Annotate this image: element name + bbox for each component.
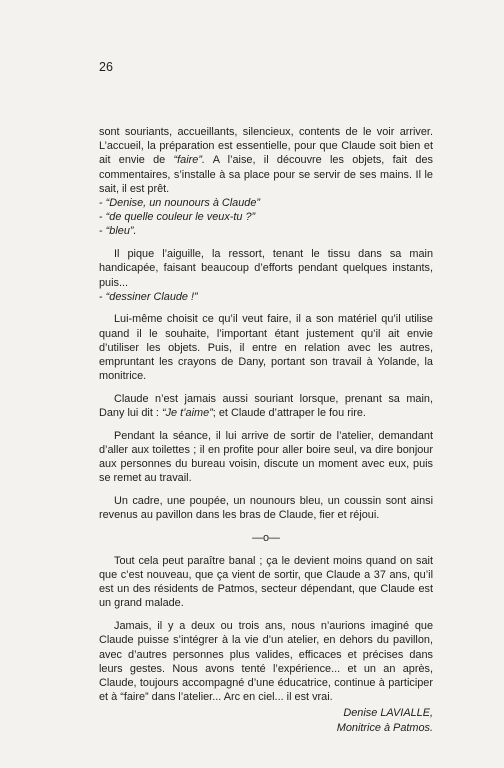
dialogue-line bbox=[99, 196, 433, 210]
paragraph-1-tail: A l’aise, il découvre les objets, fait des commentaires, s’installe à sa place pour se servir de ses mains. Il le sait, il est prêt. bbox=[99, 154, 433, 195]
quote-text: “dessiner Claude !” bbox=[105, 290, 198, 303]
page-number: 26 bbox=[99, 60, 113, 74]
dialogue-line bbox=[99, 224, 433, 238]
dialogue-text: “Denise, un nounours à Claude” bbox=[105, 197, 261, 210]
article-body bbox=[99, 125, 433, 735]
paragraph-6: Un cadre, une poupée, un nounours bleu, un coussin sont ainsi revenus au pavillon dans les bras de Claude, fier et réjoui. bbox=[99, 495, 433, 522]
paragraph-4-tail: ; et Claude d’attraper le fou rire. bbox=[212, 407, 366, 420]
paragraph-4-text: Claude n’est jamais aussi souriant lorsque, prenant sa main, Dany lui dit : bbox=[99, 392, 433, 420]
paragraph-8: Jamais, il y a deux ou trois ans, nous n’aurions imaginé que Claude puisse s’intégrer à la vie d’un atelier, en dehors du pavillon, avec d’autres personnes plus valides, efficaces et précises dans leurs gestes. Nous avons tenté l’expérience... et un an après, Claude, toujours accompagné d’une éducatrice, continue à participer et à “faire” dans l’atelier... Arc en ciel... il est vrai. bbox=[99, 620, 433, 704]
paragraph-7: Tout cela peut paraître banal ; ça le devient moins quand on sait que c’est nouveau, que ça vient de sortir, que Claude a 37 ans, qu’il est un des résidents de Patmos, secteur dépendant, que Claude est un grand malade. bbox=[99, 554, 433, 610]
paragraph-1-text: sont souriants, accueillants, silencieux, contents de le voir arriver. L’accueil, la préparation est essentielle, pour que Claude soit bien et ait envie de bbox=[99, 126, 433, 167]
paragraph-2: Il pique l’aiguille, la ressort, tenant le tissu dans sa main handicapée, faisant beaucoup d’efforts pendant quelques instants, puis... bbox=[99, 248, 433, 289]
quote-line bbox=[99, 290, 433, 304]
signature-name: Denise LAVIALLE, bbox=[343, 707, 433, 720]
quote-dash: - bbox=[99, 290, 106, 303]
dialogue-text: “de quelle couleur le veux-tu ?” bbox=[105, 211, 256, 224]
signature-block bbox=[99, 706, 433, 734]
paragraph-3: Lui-même choisit ce qu’il veut faire, il a son matériel qu’il utilise quand il le souhaite, l’important étant justement qu’il ait envie d’utiliser les objets. Puis, il entre en relation avec les autres, empruntant les crayons de Dany, portant son travail à Yolande, la monitrice. bbox=[99, 313, 433, 383]
paragraph-4-emphasis: “Je t’aime” bbox=[161, 407, 213, 420]
paragraph-1-emphasis: “faire”. bbox=[173, 154, 205, 167]
dialogue-dash: - bbox=[99, 197, 106, 210]
dialogue-text: “bleu”. bbox=[105, 225, 137, 238]
dialogue-line bbox=[99, 210, 433, 224]
dialogue-block bbox=[99, 196, 433, 239]
section-separator: —o— bbox=[252, 532, 280, 545]
paragraph-4 bbox=[99, 392, 433, 420]
dialogue-dash: - bbox=[99, 225, 106, 238]
dialogue-dash: - bbox=[99, 211, 106, 224]
signature-role: Monitrice à Patmos. bbox=[336, 721, 433, 734]
paragraph-1 bbox=[99, 125, 433, 196]
paragraph-5: Pendant la séance, il lui arrive de sortir de l’atelier, demandant d’aller aux toilettes ; il en profite pour aller boire seul, va dire bonjour aux personnes du bureau voisin, discute un moment avec eux, puis se remet au travail. bbox=[99, 429, 433, 485]
